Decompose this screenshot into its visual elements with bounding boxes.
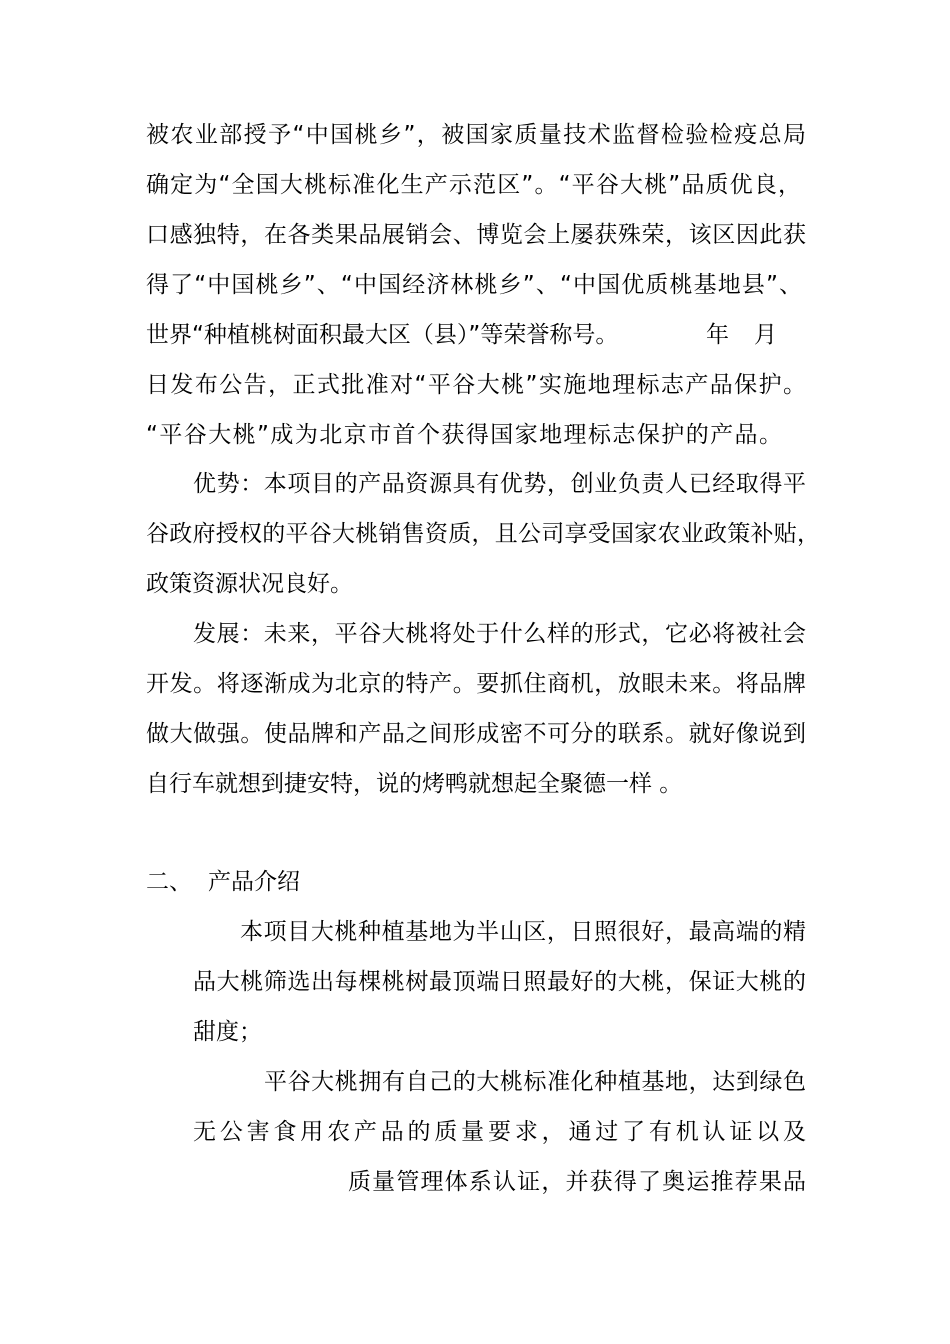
advantage-text-line: 政策资源状况良好。 [146,571,353,597]
body-text-line: 日发布公告，正式批准对“平谷大桃”实施地理标志产品保护。 [146,372,806,398]
date-year-label: 年 [706,322,729,348]
date-month-label: 月 [754,322,777,348]
section-number: 二、 [146,869,192,895]
intro-text-line: 品大桃筛选出每棵桃树最顶端日照最好的大桃，保证大桃的 [193,969,806,995]
development-text-line: 做大做强。使品牌和产品之间形成密不可分的联系。就好像说到 [146,721,806,747]
development-text-line: 发展：未来，平谷大桃将处于什么样的形式，它必将被社会 [193,621,806,647]
body-text-line: 口感独特，在各类果品展销会、博览会上屡获殊荣，该区因此获 [146,222,806,248]
advantage-text-line: 优势：本项目的产品资源具有优势，创业负责人已经取得平 [193,471,806,497]
section-title: 产品介绍 [208,869,300,895]
intro-text-line: 甜度； [193,1019,262,1045]
body-text-line: 世界“种植桃树面积最大区（县）”等荣誉称号。 [146,322,619,348]
advantage-text-line: 谷政府授权的平谷大桃销售资质，且公司享受国家农业政策补贴， [146,521,820,547]
intro-text-line: 本项目大桃种植基地为半山区，日照很好，最高端的精 [240,919,806,945]
body-text-line: “平谷大桃”成为北京市首个获得国家地理标志保护的产品。 [146,422,782,448]
intro-text-line: 质量管理体系认证，并获得了奥运推荐果品 [348,1169,806,1195]
body-text-line: 确定为“全国大桃标准化生产示范区”。“平谷大桃”品质优良， [146,172,801,198]
body-text-line: 被农业部授予“中国桃乡”，被国家质量技术监督检验检疫总局 [146,122,806,148]
development-text-line: 开发。将逐渐成为北京的特产。要抓住商机，放眼未来。将品牌 [146,671,806,697]
development-text-line: 自行车就想到捷安特，说的烤鸭就想起全聚德一样 。 [146,771,683,797]
intro-text-line: 平谷大桃拥有自己的大桃标准化种植基地，达到绿色 [264,1069,806,1095]
body-text-line: 得了“中国桃乡”、“中国经济林桃乡”、“中国优质桃基地县”、 [146,272,802,298]
intro-text-line: 无公害食用农产品的质量要求，通过了有机认证以及 [193,1119,806,1145]
